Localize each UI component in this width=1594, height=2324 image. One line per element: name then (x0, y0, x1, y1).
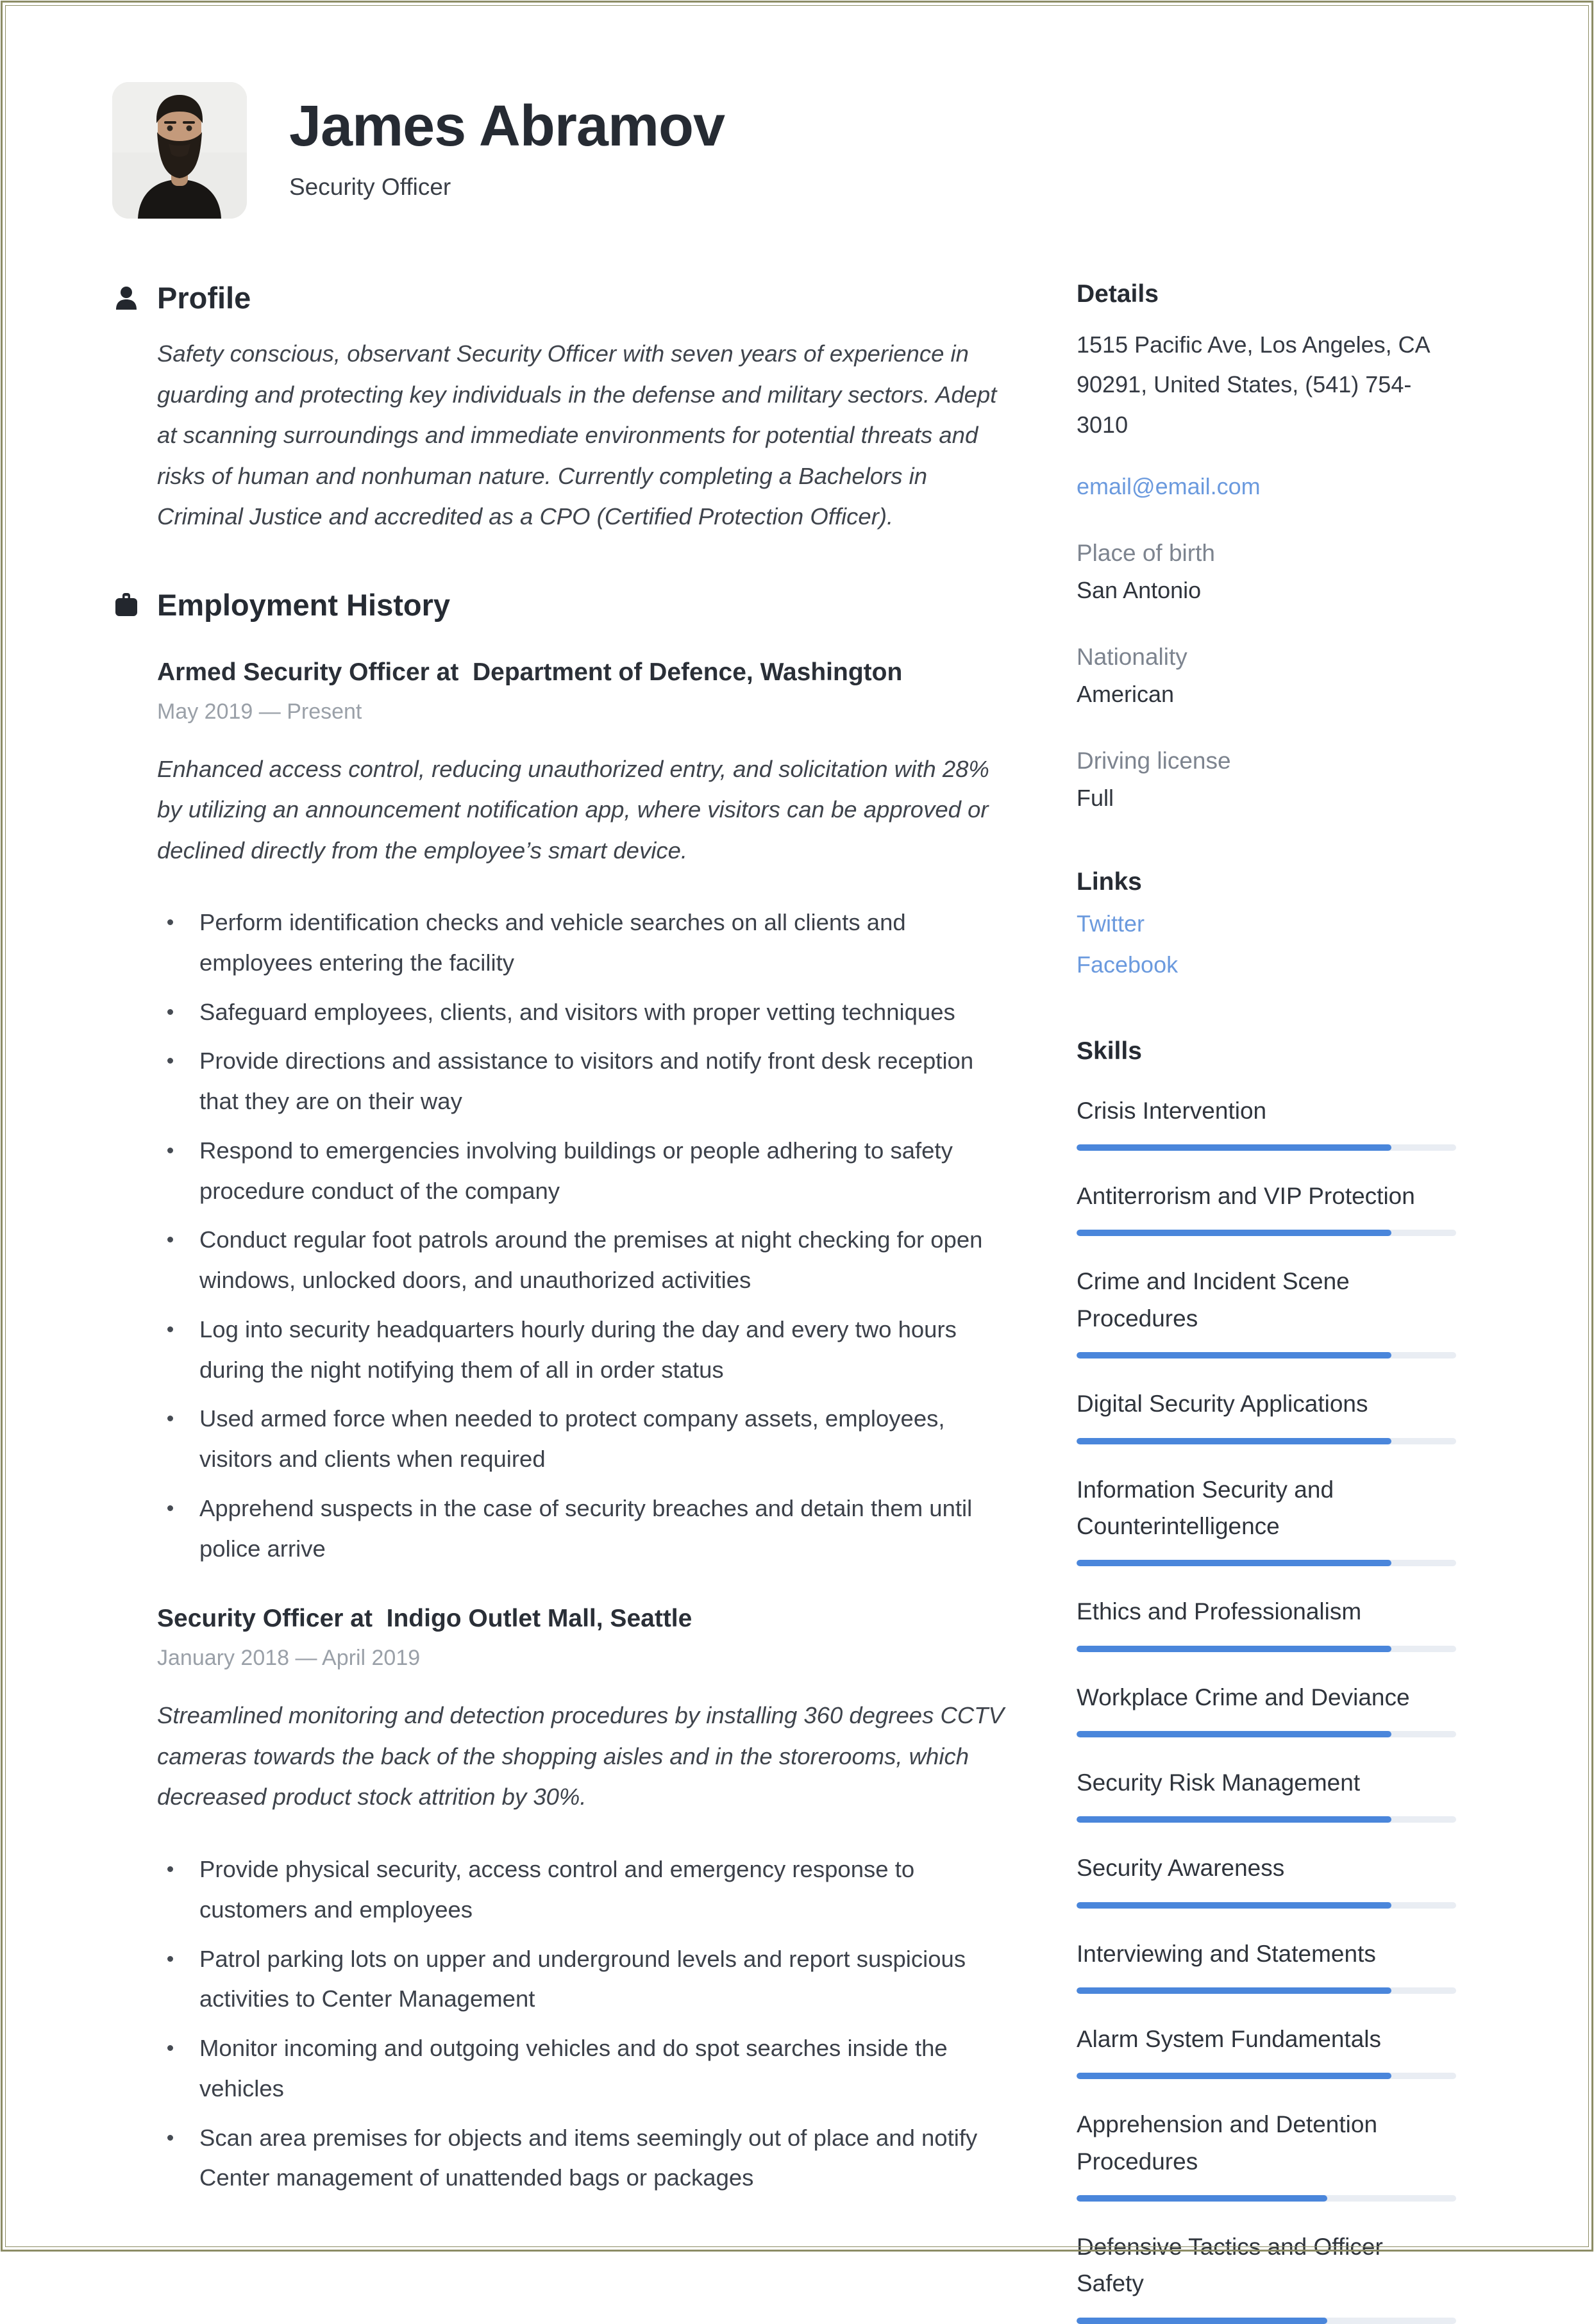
skill-item (1077, 1593, 1456, 1651)
page-title: James Abramov (289, 94, 725, 158)
job-entry (157, 1605, 1018, 2198)
detail-field-label: Driving license (1077, 747, 1231, 774)
employment-heading: Employment History (157, 587, 451, 622)
skill-progress-track (1077, 1987, 1456, 1994)
skill-progress-fill (1077, 2195, 1327, 2202)
skill-progress-fill (1077, 1646, 1391, 1652)
briefcase-icon (112, 590, 140, 619)
job-entry-title: Security Officer at Indigo Outlet Mall, Seattle (157, 1605, 692, 1633)
profile-heading: Profile (157, 281, 251, 315)
header (112, 82, 1498, 219)
details-heading: Details (1077, 280, 1159, 308)
employment-section (112, 587, 1018, 2199)
profile-summary: Safety conscious, observant Security Officer with seven years of experience in guarding and protecting key individuals in the defense and military sectors. Adept at scanning surroundings and immediate environments for potential threats and risks of human and nonhuman nature. Currently completing a Bachelors in Criminal Justice and accredited as a CPO (Certified Protection Officer). (157, 340, 997, 530)
skills-container (1077, 1092, 1456, 2324)
portrait-illustration (112, 82, 247, 219)
job-bullet: Log into security headquarters hourly during the day and every two hours during the night notifying them of all in order status (157, 1310, 1018, 1391)
job-bullet: Perform identification checks and vehicle searches on all clients and employees entering the facility (157, 903, 1018, 983)
skill-progress-fill (1077, 1230, 1391, 1236)
address-text: 1515 Pacific Ave, Los Angeles, CA 90291, United States, (541) 754-3010 (1077, 331, 1429, 438)
job-bullet: Provide physical security, access control and emergency response to customers and employees (157, 1850, 1018, 1930)
detail-field-value: American (1077, 680, 1175, 707)
skill-name: Information Security and Counterintelligence (1077, 1476, 1334, 1539)
detail-field-value: Full (1077, 784, 1114, 811)
links-heading: Links (1077, 867, 1142, 896)
job-bullet: Safeguard employees, clients, and visitors with proper vetting techniques (157, 992, 1018, 1033)
skill-name: Digital Security Applications (1077, 1391, 1368, 1417)
skill-progress-track (1077, 1560, 1456, 1566)
twitter-link[interactable]: Twitter (1077, 910, 1145, 937)
job-title-subtitle: Security Officer (289, 173, 451, 200)
profile-section (112, 280, 1018, 537)
skill-progress-track (1077, 1352, 1456, 1358)
job-entry-period: January 2018 — April 2019 (157, 1646, 421, 1671)
detail-fields (1077, 540, 1456, 812)
skill-name: Interviewing and Statements (1077, 1940, 1376, 1967)
skills-section (1077, 1037, 1456, 2324)
skill-progress-fill (1077, 1987, 1391, 1994)
job-bullet: Monitor incoming and outgoing vehicles and do spot searches inside the vehicles (157, 2028, 1018, 2109)
skill-progress-fill (1077, 1438, 1391, 1444)
detail-field (1077, 540, 1456, 604)
skill-progress-fill (1077, 1352, 1391, 1358)
skill-progress-track (1077, 1731, 1456, 1737)
facebook-link[interactable]: Facebook (1077, 951, 1179, 978)
skill-item (1077, 2228, 1456, 2324)
job-entry-title: Armed Security Officer at Department of Defence, Washington (157, 658, 903, 686)
skill-name: Ethics and Professionalism (1077, 1598, 1362, 1625)
job-bullet: Provide directions and assistance to visitors and notify front desk reception that they are on their way (157, 1041, 1018, 1122)
main-column (112, 280, 1018, 2324)
job-bullet: Apprehend suspects in the case of security breaches and detain them until police arrive (157, 1489, 1018, 1569)
detail-field (1077, 748, 1456, 812)
job-entry-period: May 2019 — Present (157, 699, 362, 724)
job-bullet-list (157, 903, 1018, 1569)
skill-item (1077, 1935, 1456, 1994)
job-entry (157, 658, 1018, 1569)
skill-progress-track (1077, 2195, 1456, 2202)
skill-progress-fill (1077, 1816, 1391, 1823)
job-bullet-list (157, 1850, 1018, 2198)
skill-item (1077, 1471, 1456, 1567)
skill-progress-track (1077, 1144, 1456, 1151)
skill-item (1077, 1679, 1456, 1737)
skill-name: Antiterrorism and VIP Protection (1077, 1183, 1415, 1210)
skill-name: Crisis Intervention (1077, 1097, 1267, 1124)
skill-progress-track (1077, 2073, 1456, 2079)
job-bullet: Used armed force when needed to protect company assets, employees, visitors and clients when required (157, 1399, 1018, 1480)
skill-item (1077, 1092, 1456, 1151)
skill-progress-fill (1077, 2073, 1391, 2079)
details-section (1077, 280, 1456, 812)
links-section (1077, 868, 1456, 978)
skill-name: Security Awareness (1077, 1855, 1285, 1882)
header-text (289, 82, 725, 201)
person-icon (112, 284, 140, 312)
links-container (1077, 910, 1456, 978)
profile-photo (112, 82, 247, 219)
skills-heading: Skills (1077, 1037, 1142, 1065)
skill-progress-fill (1077, 2318, 1327, 2324)
skill-progress-fill (1077, 1560, 1391, 1566)
skill-item (1077, 1850, 1456, 1908)
skill-item (1077, 1263, 1456, 1358)
skill-name: Security Risk Management (1077, 1769, 1361, 1796)
job-bullet: Scan area premises for objects and items seemingly out of place and notify Center management of unattended bags or packages (157, 2118, 1018, 2199)
skill-item (1077, 1178, 1456, 1236)
sidebar (1077, 280, 1456, 2324)
detail-field-value: San Antonio (1077, 576, 1202, 603)
skill-progress-track (1077, 1230, 1456, 1236)
detail-field-label: Nationality (1077, 643, 1187, 670)
skill-progress-fill (1077, 1144, 1391, 1151)
job-bullet: Respond to emergencies involving buildings or people adhering to safety procedure conduct of the company (157, 1131, 1018, 1212)
skill-progress-fill (1077, 1731, 1391, 1737)
skill-progress-track (1077, 1646, 1456, 1652)
job-entry-summary: Enhanced access control, reducing unauthorized entry, and solicitation with 28% by utilizing an announcement notification app, where visitors can be approved or declined directly from the employee’s smart device. (157, 755, 989, 864)
skill-item (1077, 2106, 1456, 2202)
job-bullet: Patrol parking lots on upper and underground levels and report suspicious activities to Center Management (157, 1939, 1018, 2020)
skill-item (1077, 1764, 1456, 1823)
email-link[interactable]: email@email.com (1077, 472, 1261, 499)
skill-progress-track (1077, 2318, 1456, 2324)
skill-progress-track (1077, 1816, 1456, 1823)
detail-field-label: Place of birth (1077, 539, 1215, 566)
detail-field (1077, 644, 1456, 708)
jobs-container (112, 658, 1018, 2199)
skill-item (1077, 2021, 1456, 2079)
job-bullet: Conduct regular foot patrols around the premises at night checking for open windows, unlocked doors, and unauthorized activities (157, 1220, 1018, 1301)
skill-name: Workplace Crime and Deviance (1077, 1684, 1410, 1710)
skill-item (1077, 1385, 1456, 1444)
skill-name: Crime and Incident Scene Procedures (1077, 1268, 1350, 1332)
job-entry-summary: Streamlined monitoring and detection procedures by installing 360 degrees CCTV cameras towards the back of the shopping aisles and in the storerooms, which decreased product stock attrition by 30%. (157, 1702, 1004, 1810)
skill-name: Defensive Tactics and Officer Safety (1077, 2233, 1383, 2297)
skill-progress-track (1077, 1438, 1456, 1444)
skill-progress-fill (1077, 1902, 1391, 1909)
skill-progress-track (1077, 1902, 1456, 1909)
skill-name: Alarm System Fundamentals (1077, 2025, 1382, 2052)
skill-name: Apprehension and Detention Procedures (1077, 2111, 1378, 2175)
